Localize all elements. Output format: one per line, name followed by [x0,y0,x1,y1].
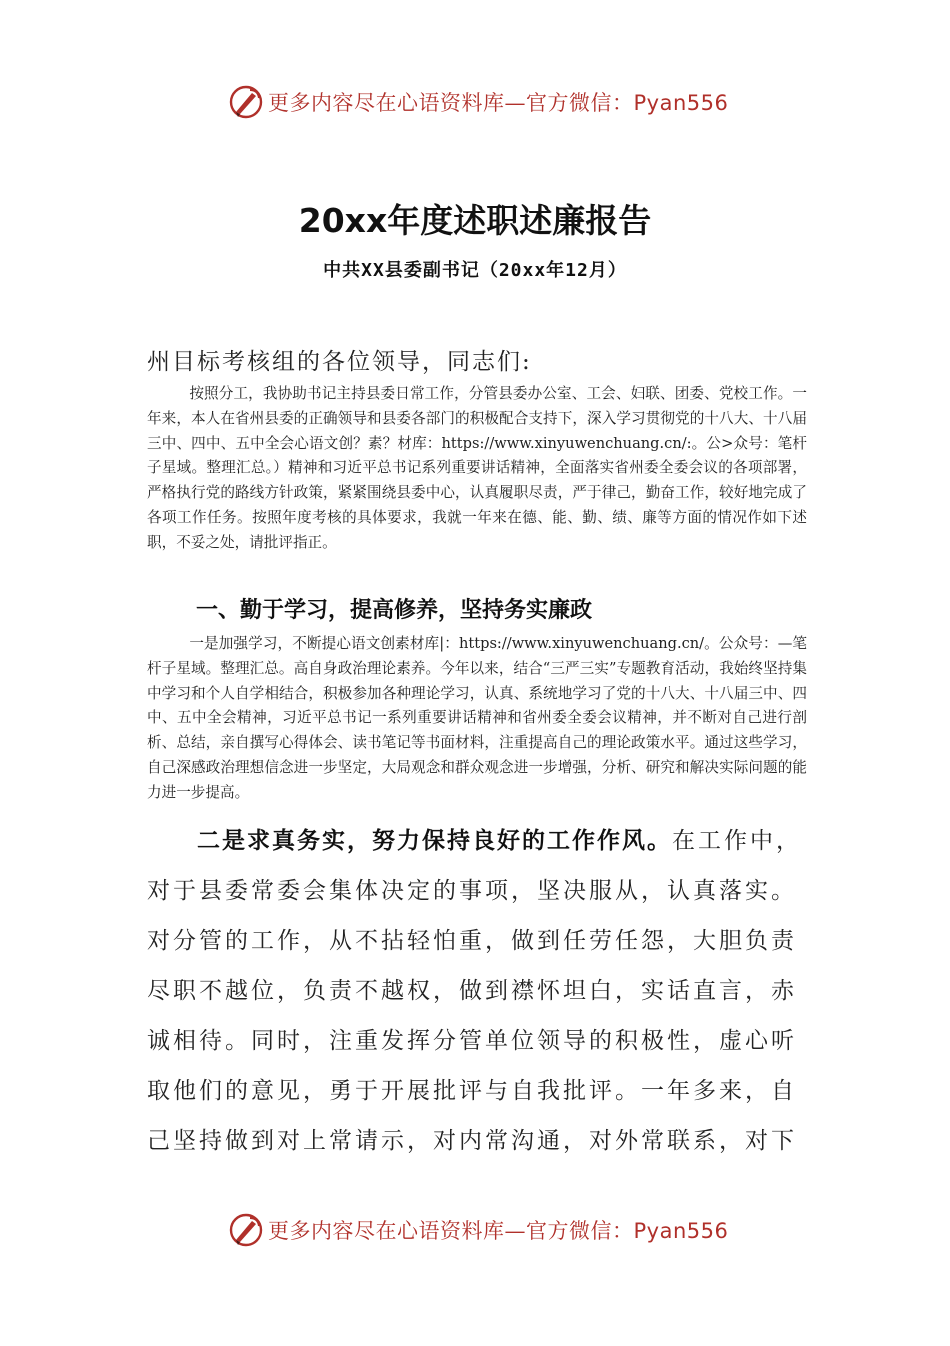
wechat-id: Pyan556 [633,91,729,115]
document-title: 20xx年度述职述廉报告 [298,201,652,240]
section-heading-1: 一、勤于学习，提高修养，坚持务实廉政 [196,598,593,623]
paragraph-line-text: 在工作中， [672,828,802,854]
document-subtitle: 中共XX县委副书记（20xx年12月） [323,260,627,281]
banner-text [268,1215,728,1245]
banner-text [268,87,728,117]
footer-banner [228,1210,788,1250]
paragraph-study: 一是加强学习，不断提心语文创素材库|：https://www.xinyuwenchuang.cn/。公众号：—笔杆子星域。整理汇总。高自身政治理论素养。今年以来，结合“三严三实”专题教育活动，我始终坚持集中学习和个人自学相结合，积极参加各种理论学习，认真、系统地学习了党的十八大、十八届三中、四中、五中全会精神，习近平总书记一系列重要讲话精神和省州委全委会议精神，并不断对自己进行剖析、总结，亲自撰写心得体会、读书笔记等书面材料，注重提高自己的理论政策水平。通过这些学习，自己深感政治理想信念进一步坚定，大局观念和群众观念进一步增强，分析、研究和解决实际问题的能力进一步提高。 [147,635,807,801]
paragraph-work-style [147,816,827,1166]
banner-label: 更多内容尽在心语资料库—官方微信： [268,91,634,115]
paragraph-line: 取他们的意见，勇于开展批评与自我批评。一年多来，自 [147,1078,797,1104]
wechat-id: Pyan556 [633,1219,729,1243]
paragraph-lead: 二是求真务实，努力保持良好的工作作风。 [197,828,672,854]
paragraph-line: 诚相待。同时，注重发挥分管单位领导的积极性，虚心听 [147,1028,797,1054]
paragraph-line: 对于县委常委会集体决定的事项，坚决服从，认真落实。 [147,878,797,904]
pen-logo-icon [228,1212,264,1248]
pen-logo-icon [228,84,264,120]
paragraph-line: 尽职不越位，负责不越权，做到襟怀坦白，实话直言，赤 [147,978,797,1004]
paragraph-intro: 按照分工，我协助书记主持县委日常工作，分管县委办公室、工会、妇联、团委、党校工作。一年来，本人在省州县委的正确领导和县委各部门的积极配合支持下，深入学习贯彻党的十八大、十八届三中、四中、五中全会心语文创？素？材库：https://www.xinyuwenchuang.cn/:。公>众号：笔杆子星域。整理汇总。）精神和习近平总书记系列重要讲话精神，全面落实省州委全委会议的各项部署，严格执行党的路线方针政策，紧紧围绕县委中心，认真履职尽责，严于律己，勤奋工作，较好地完成了各项工作任务。按照年度考核的具体要求，我就一年来在德、能、勤、绩、廉等方面的情况作如下述职，不妥之处，请批评指正。 [147,385,807,551]
paragraph-line: 己坚持做到对上常请示，对内常沟通，对外常联系，对下 [147,1128,797,1154]
paragraph-line: 对分管的工作，从不拈轻怕重，做到任劳任怨，大胆负责 [147,928,797,954]
paragraph-line [147,816,827,866]
banner-label: 更多内容尽在心语资料库—官方微信： [268,1219,634,1243]
salutation: 州目标考核组的各位领导，同志们: [147,349,532,375]
header-banner [228,82,788,122]
